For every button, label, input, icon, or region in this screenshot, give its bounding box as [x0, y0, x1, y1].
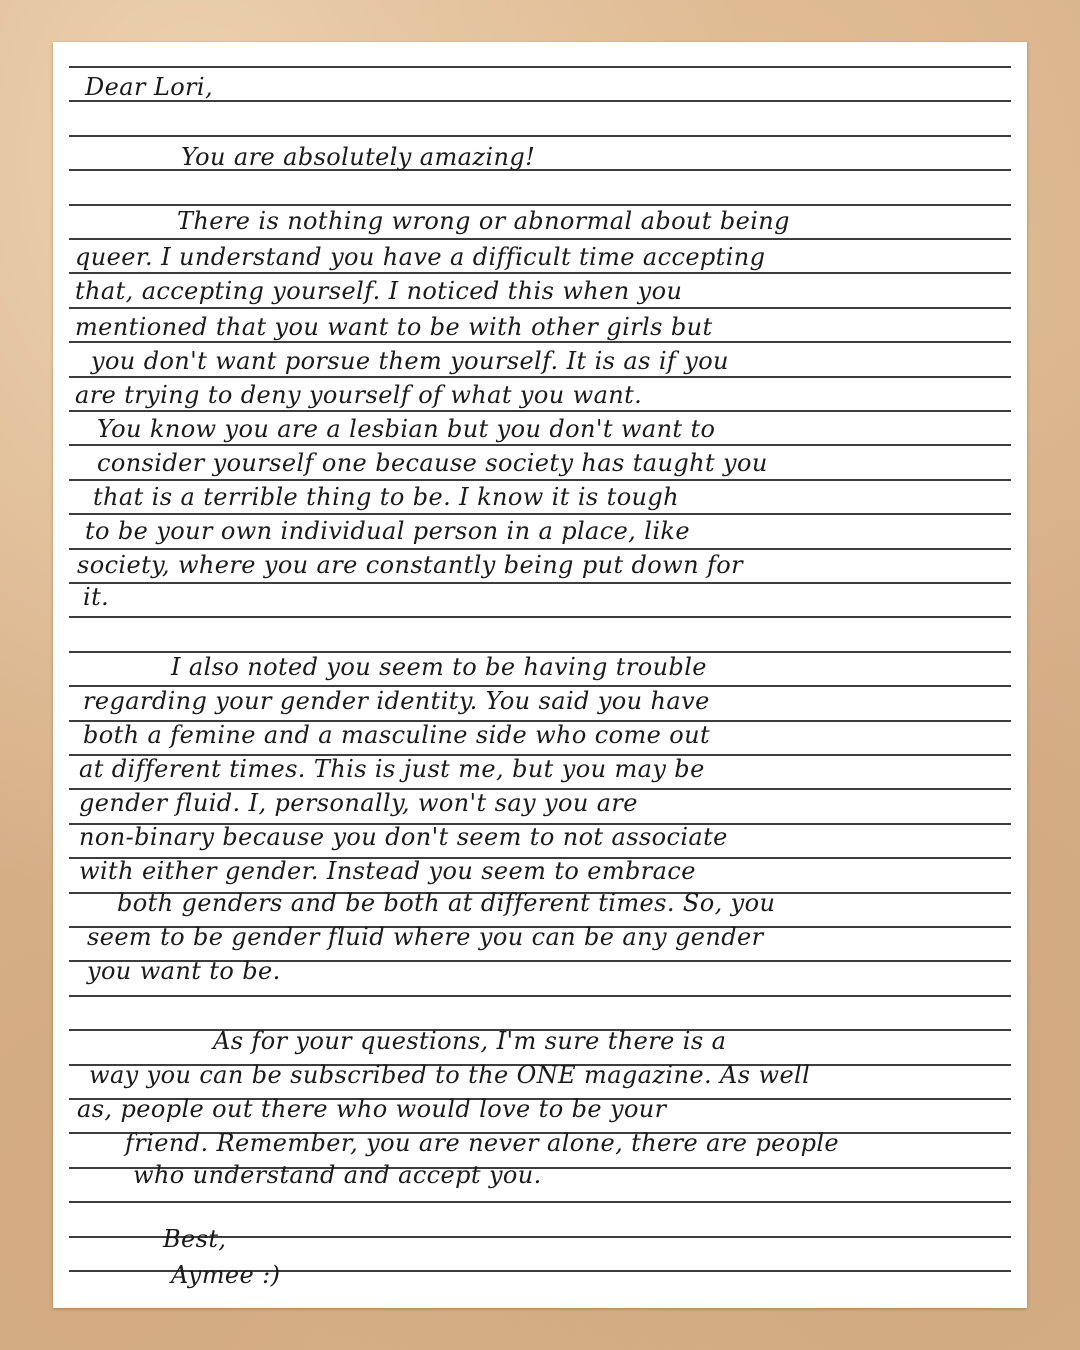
- signature: Aymee :): [171, 1261, 281, 1289]
- paragraph-2-line: both a femine and a masculine side who come out: [83, 721, 711, 749]
- paragraph-1-line: are trying to deny yourself of what you want.: [75, 381, 643, 409]
- paragraph-2-line: with either gender. Instead you seem to embrace: [79, 857, 696, 885]
- ruled-line: [69, 238, 1011, 240]
- paragraph-1-line: There is nothing wrong or abnormal about being: [177, 207, 790, 235]
- letter-paper: [53, 42, 1027, 1308]
- paragraph-2-line: seem to be gender fluid where you can be any gender: [87, 923, 764, 951]
- ruled-line: [69, 995, 1011, 997]
- ruled-line: [69, 410, 1011, 412]
- ruled-line: [69, 135, 1011, 137]
- paragraph-2-line: I also noted you seem to be having trouble: [171, 653, 707, 681]
- ruled-line: [69, 376, 1011, 378]
- paragraph-1-line: you don't want porsue them yourself. It is as if you: [91, 347, 729, 375]
- paragraph-1-line: queer. I understand you have a difficult time accepting: [75, 243, 766, 271]
- closing: Best,: [163, 1225, 227, 1253]
- paragraph-3-line: who understand and accept you.: [133, 1161, 542, 1189]
- opening-line: You are absolutely amazing!: [181, 143, 536, 171]
- paragraph-2-line: both genders and be both at different times. So, you: [117, 889, 776, 917]
- paragraph-2-line: regarding your gender identity. You said you have: [83, 687, 710, 715]
- ruled-line: [69, 479, 1011, 481]
- paragraph-3-line: way you can be subscribed to the ONE magazine. As well: [89, 1061, 811, 1089]
- ruled-line: [69, 307, 1011, 309]
- paragraph-1-line: You know you are a lesbian but you don't want to: [97, 415, 716, 443]
- paragraph-1-line: it.: [83, 583, 110, 611]
- paragraph-3-line: As for your questions, I'm sure there is a: [213, 1027, 727, 1055]
- paragraph-1-line: society, where you are constantly being put down for: [77, 551, 743, 579]
- paragraph-2-line: gender fluid. I, personally, won't say you are: [79, 789, 638, 817]
- ruled-line: [69, 66, 1011, 68]
- paragraph-3-line: as, people out there who would love to be your: [77, 1095, 667, 1123]
- ruled-line: [69, 513, 1011, 515]
- paragraph-1-line: that is a terrible thing to be. I know it is tough: [93, 483, 680, 511]
- ruled-line: [69, 1201, 1011, 1203]
- paragraph-2-line: you want to be.: [87, 957, 281, 985]
- ruled-line: [69, 582, 1011, 584]
- paragraph-1-line: to be your own individual person in a place, like: [85, 517, 690, 545]
- paragraph-1-line: mentioned that you want to be with other girls but: [75, 313, 713, 341]
- greeting: Dear Lori,: [85, 73, 214, 101]
- ruled-line: [69, 616, 1011, 618]
- paragraph-1-line: that, accepting yourself. I noticed this when you: [75, 277, 683, 305]
- paragraph-2-line: non-binary because you don't seem to not associate: [79, 823, 728, 851]
- paragraph-1-line: consider yourself one because society has taught you: [97, 449, 768, 477]
- ruled-line: [69, 272, 1011, 274]
- ruled-line: [69, 444, 1011, 446]
- paragraph-3-line: friend. Remember, you are never alone, there are people: [125, 1129, 840, 1157]
- paragraph-2-line: at different times. This is just me, but you may be: [79, 755, 705, 783]
